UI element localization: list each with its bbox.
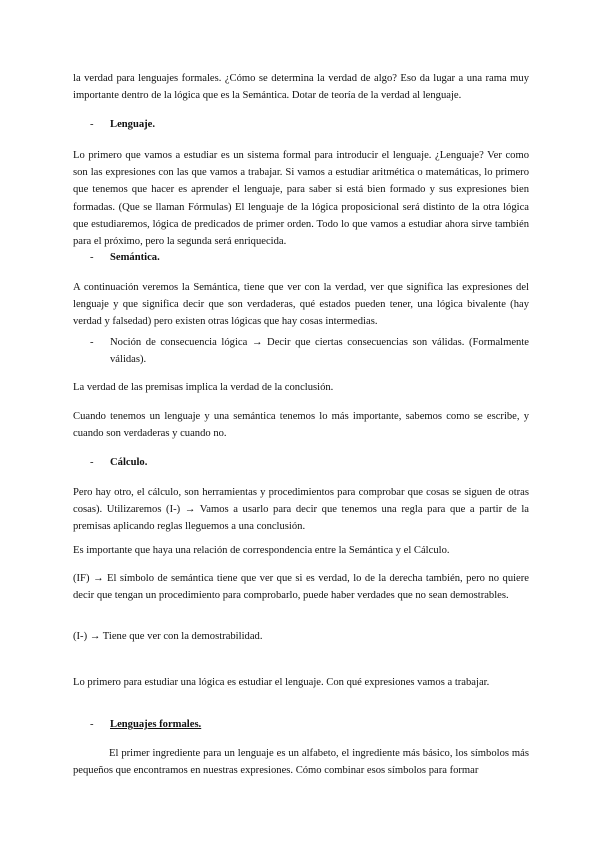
heading-calculo [90,454,147,471]
paragraph-semantica: A continuación veremos la Semántica, tiene que ver con la verdad, ver que significa las expresiones del lenguaje y que significa decir que son verdaderas, qué estados pueden tener, una lógica bivalente (hay verdad y falsedad) pero existen otras lógicas que hay cosas intermedias. [73,282,529,328]
heading-title: Lenguajes formales. [110,719,202,730]
paragraph-lenguaje: Lo primero que vamos a estudiar es un sistema formal para introducir el lenguaje. ¿Lenguaje? Ver como son las expresiones con las que vamos a trabajar. Si vamos a estudiar aritmética o matemáticas, lo primero que tenemos que hacer es aprender el lenguaje, para saber si está bien formado y sus expresiones bien formadas. (Que se llaman Fórmulas) El lenguaje de la lógica proposicional será distinto de la otra lógica que estudiaremos, lógica de predicados de primer orden. Todo lo que vamos a estudiar ahora sirve también para el próximo, pero la segunda será enriquecida. [73,150,529,248]
heading-title: Cálculo. [110,457,148,468]
paragraph-calculo: Pero hay otro, el cálculo, son herramientas y procedimientos para comprobar que cosas se siguen de otras cosas). Utilizaremos (I-) → Vamos a usarlo para decir que tenemos una regla para que a partir de la premisas aplicando reglas lleguemos a una conclusión. [73,487,529,533]
paragraph-correspondencia: Es importante que haya una relación de correspondencia entre la Semántica y el Cálculo. [73,545,450,556]
paragraph-alfabeto: El primer ingrediente para un lenguaje es un alfabeto, el ingrediente más básico, los símbolos más pequeños que encontramos en nuestras expresiones. Cómo combinar esos símbolos para formar [73,748,529,777]
paragraph-if: (IF) → El símbolo de semántica tiene que ver que si es verdad, lo de la derecha también, pero no quiere decir que tengan un procedimiento para comprobarlo, puede haber verdades que no sean demostrables. [73,573,529,602]
heading-dash: - [90,119,94,130]
paragraph-estudiar-logica: Lo primero para estudiar una lógica es estudiar el lenguaje. Con qué expresiones vamos a trabajar. [73,677,490,688]
heading-title: Lenguaje. [110,119,156,130]
heading-title: Semántica. [110,252,160,263]
bullet-consecuencia [90,334,529,368]
bullet-dash: - [90,337,94,348]
heading-lenguaje [90,116,155,133]
heading-dash: - [90,719,94,730]
heading-semantica [90,249,160,266]
paragraph-intro: la verdad para lenguajes formales. ¿Cómo se determina la verdad de algo? Eso da lugar a una rama muy importante dentro de la lógica que es la Semántica. Dotar de teoría de la verdad al lenguaje. [73,73,529,102]
heading-dash: - [90,457,94,468]
bullet-text: Noción de consecuencia lógica → Decir que ciertas consecuencias son válidas. (Formalmente válidas). [110,337,529,366]
paragraph-demostrabilidad: (I-) → Tiene que ver con la demostrabilidad. [73,631,263,642]
paragraph-lenguaje-semantica: Cuando tenemos un lenguaje y una semántica tenemos lo más importante, sabemos como se escribe, y cuando son verdaderas y cuando no. [73,411,529,440]
paragraph-premisas: La verdad de las premisas implica la verdad de la conclusión. [73,382,334,393]
heading-lenguajes-formales [90,716,201,733]
heading-dash: - [90,252,94,263]
